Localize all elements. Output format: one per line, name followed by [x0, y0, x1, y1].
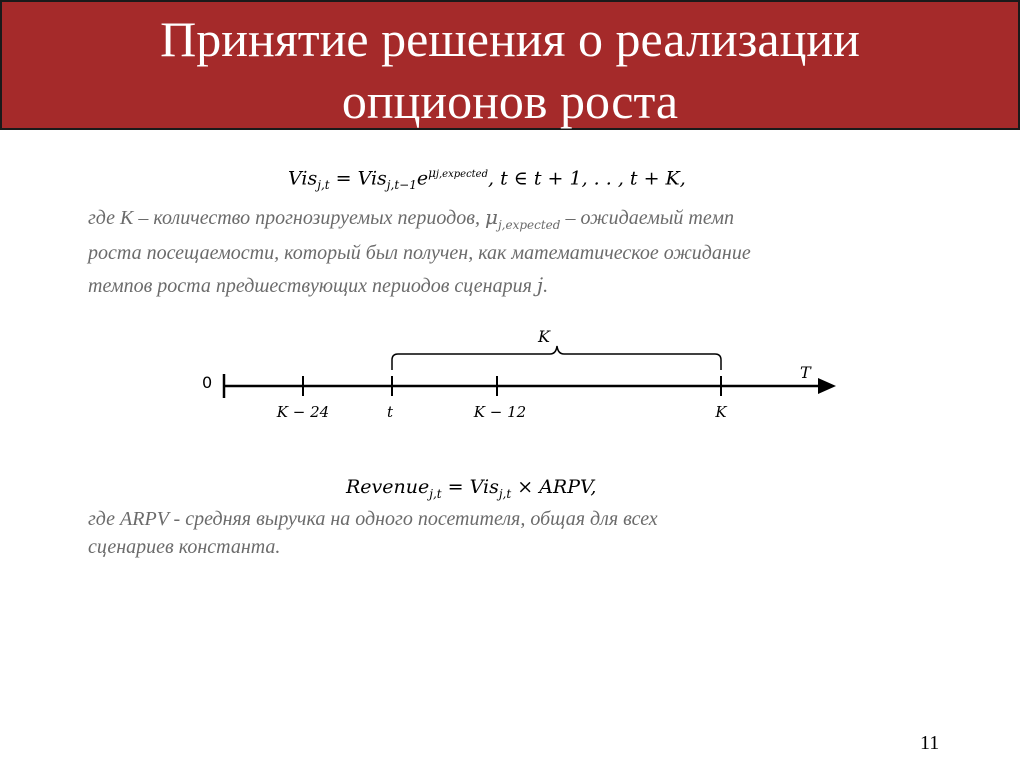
formula-revenue-vis-subscript: j,t — [498, 486, 512, 501]
slide-title-line-2: опционов роста — [341, 73, 679, 129]
formula-mu-subscript: j,expected — [435, 169, 489, 180]
formula-vis-subscript: j,t — [317, 178, 330, 193]
formula-equals: = — [329, 167, 358, 190]
timeline-tick-label: t — [386, 403, 394, 421]
paragraph-1-period: . — [543, 275, 549, 297]
timeline-tick-label: K − 24 — [276, 403, 330, 421]
page-number: 11 — [920, 732, 940, 754]
formula-visits — [288, 166, 686, 192]
timeline-axis-label: T — [800, 363, 811, 382]
timeline-tick-label: K − 12 — [473, 403, 527, 421]
paragraph-1-mu: μ — [484, 205, 498, 229]
formula-range: , t ∈ t + 1, . . , t + K, — [488, 167, 686, 190]
timeline-tick-label: K — [715, 403, 727, 421]
formula-revenue-equals: = — [441, 476, 470, 498]
formula-vis-prev-term: Vis — [357, 167, 387, 190]
paragraph-1-text-a: где K – количество прогнозируемых периодов, — [88, 207, 485, 229]
formula-vis-prev-subscript: j,t−1 — [386, 178, 417, 193]
timeline-brace — [392, 346, 721, 370]
formula-exp: e — [416, 167, 429, 190]
paragraph-1-j: j — [536, 273, 544, 297]
formula-arpv: ARPV, — [539, 476, 597, 498]
slide-title-line-1: Принятие решения о реализации — [160, 11, 860, 67]
paragraph-1-mu-subscript: j,expected — [497, 218, 561, 232]
paragraph-arpv-line-1: где ARPV - средняя выручка на одного посетителя, общая для всех — [88, 508, 658, 530]
paragraph-definition-line-2: роста посещаемости, который был получен, как математическое ожидание — [88, 242, 751, 264]
paragraph-1-text-b: – ожидаемый темп — [560, 207, 734, 229]
formula-revenue-term: Revenue — [346, 476, 430, 498]
paragraph-arpv-line-2: сценариев константа. — [88, 536, 281, 558]
timeline-origin-label: 0 — [202, 373, 213, 392]
paragraph-1-line-3-text: темпов роста предшествующих периодов сценария — [88, 275, 537, 297]
timeline-axis-arrow — [818, 378, 836, 394]
formula-vis-term: Vis — [288, 167, 318, 190]
formula-revenue-vis: Vis — [469, 476, 499, 498]
formula-mu: μ — [428, 166, 436, 180]
formula-revenue-subscript: j,t — [429, 486, 442, 501]
paragraph-definition-line-3 — [88, 268, 948, 303]
timeline-diagram — [0, 320, 1024, 430]
formula-revenue — [346, 476, 596, 501]
timeline-brace-label: K — [538, 327, 550, 346]
formula-times: × — [511, 476, 540, 498]
